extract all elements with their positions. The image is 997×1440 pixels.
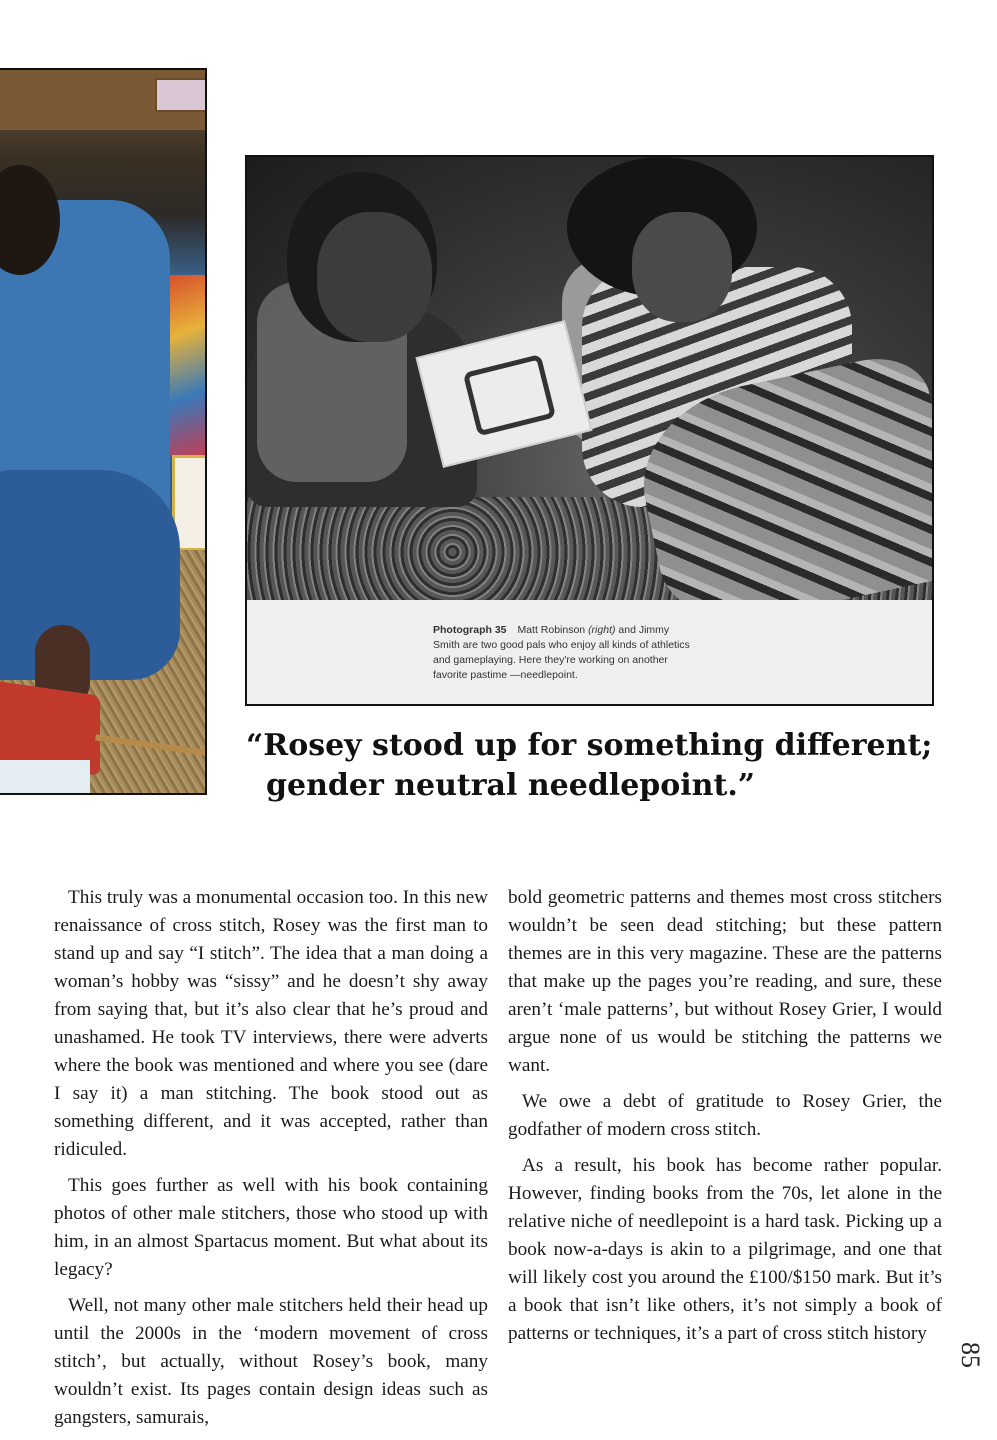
article-paragraph: This goes further as well with his book containing photos of other male stitchers, those who stood up with him, in an almost Spartacus moment. But what about its legacy? xyxy=(54,1175,488,1280)
photo-bw-image xyxy=(247,157,932,600)
photo-frame xyxy=(155,78,207,112)
photo-rosey-grier-stitching xyxy=(0,68,207,795)
photo-two-boys-needlepoint xyxy=(245,155,934,706)
caption-text-after: and Jimmy Smith are two good pals who enjoy all kinds of athletics and gameplaying. Here they're working on another favorite pastime —needlepoint. xyxy=(433,624,690,681)
article-column-left xyxy=(54,884,488,1440)
pull-quote-line-2: gender neutral needlepoint.” xyxy=(266,768,756,803)
photo-boy-right-face xyxy=(632,212,732,322)
caption-text-before: Matt Robinson xyxy=(517,624,586,636)
photo-jeans xyxy=(0,470,180,680)
article-column-right xyxy=(508,884,942,1356)
caption-emphasis: (right) xyxy=(588,624,616,636)
pull-quote-line-1: “Rosey stood up for something different; xyxy=(246,728,933,763)
photo-white-cloth xyxy=(0,760,90,795)
photo-boy-left-face xyxy=(317,212,432,342)
caption-label: Photograph 35 xyxy=(433,624,507,636)
article-paragraph: As a result, his book has become rather popular. However, finding books from the 70s, let alone in the relative niche of needlepoint is a hard task. Picking up a book now-a-days is akin to a pilgrimage, and one that will likely cost you around the £100/$150 mark. But it’s a book that isn’t like others, it’s not simply a book of patterns or techniques, it’s a part of cross stitch history xyxy=(508,1155,942,1344)
article-paragraph: bold geometric patterns and themes most cross stitchers wouldn’t be seen dead stitching; but these pattern themes are in this very magazine. These are the patterns that make up the pages you’re reading, and sure, these aren’t ‘male patterns’, but without Rosey Grier, I would argue none of us would be stitching the patterns we want. xyxy=(508,887,942,1076)
page-number: 85 xyxy=(956,1342,985,1368)
pull-quote xyxy=(246,726,946,806)
article-paragraph: This truly was a monumental occasion too. In this new renaissance of cross stitch, Rosey was the first man to stand up and say “I stitch”. The idea that a man doing a woman’s hobby was “sissy” and he doesn’t shy away from saying that, but it’s also clear that he’s proud and unashamed. He took TV interviews, there were adverts where the book was mentioned and where you see (dare I say it) a man stitching. The book stood out as something different, and it was accepted, rather than ridiculed. xyxy=(54,887,488,1160)
article-paragraph: We owe a debt of gratitude to Rosey Grier, the godfather of modern cross stitch. xyxy=(508,1091,942,1140)
photo-caption xyxy=(433,623,693,683)
article-paragraph: Well, not many other male stitchers held their head up until the 2000s in the ‘modern movement of cross stitch’, but actually, without Rosey’s book, many wouldn’t exist. Its pages contain design ideas such as gangsters, samurais, xyxy=(54,1295,488,1428)
